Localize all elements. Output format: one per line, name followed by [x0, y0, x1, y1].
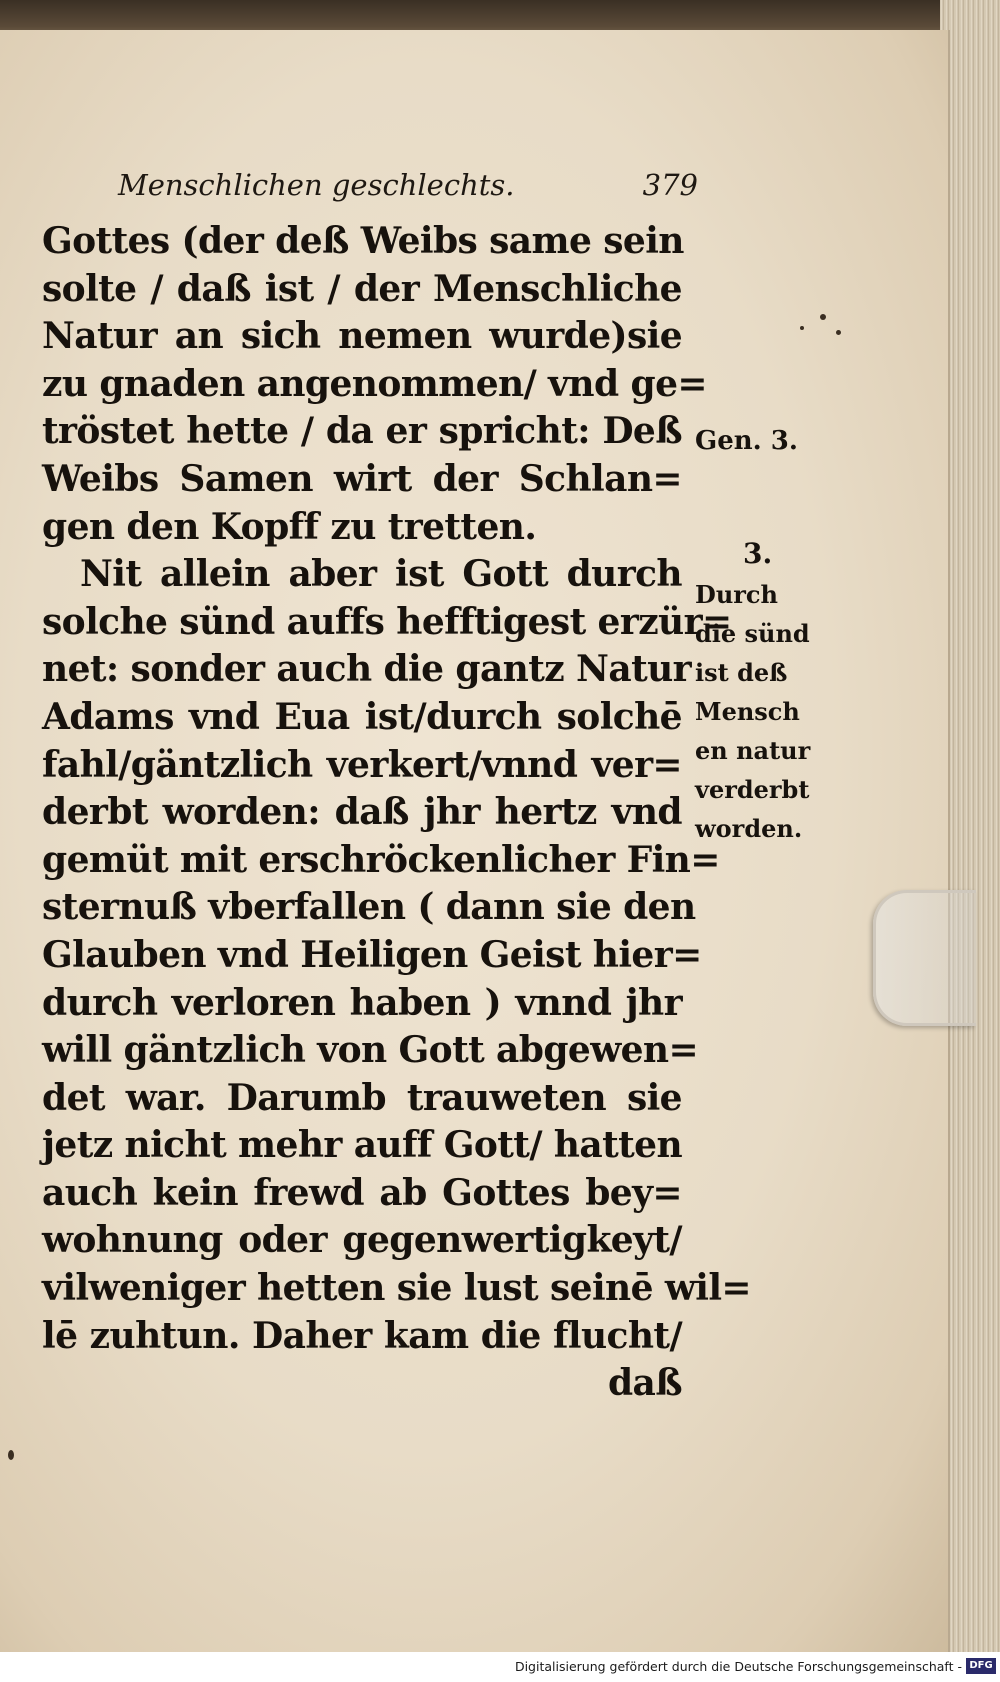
text-line: gemüt mit erschröckenlicher Fin= — [42, 838, 720, 881]
text-line: Gottes (der deß Weibs same sein — [42, 220, 684, 262]
book-page — [0, 30, 950, 1652]
text-line: durch verloren haben ) vnnd jhr — [42, 981, 682, 1024]
ink-speck — [8, 1450, 14, 1460]
text-line: zu gnaden angenommen/ vnd ge= — [42, 362, 707, 405]
margin-number: 3. — [743, 537, 773, 570]
ink-speck — [800, 326, 804, 330]
text-line: jetz nicht mehr auff Gott/ hatten — [42, 1124, 683, 1167]
gloss-line: Mensch — [695, 697, 800, 726]
gloss-line: worden. — [695, 814, 803, 843]
text-line: solche sünd auffs hefftigest erzür= — [42, 600, 732, 643]
text-line: fahl/gäntzlich verkert/vnnd ver= — [42, 743, 682, 786]
text-line: wohnung oder gegenwertigkeyt/ — [42, 1219, 682, 1262]
text-line: auch kein frewd ab Gottes bey= — [42, 1171, 682, 1214]
text-line: Weibs Samen wirt der Schlan= — [42, 457, 682, 500]
text-line: net: sonder auch die gantz Natur — [42, 648, 692, 691]
text-line: gen den Kopff zu tretten. — [42, 505, 537, 548]
text-line: Adams vnd Eua ist/durch solchē — [42, 695, 682, 738]
margin-reference: Gen. 3. — [695, 426, 798, 456]
text-line: will gäntzlich von Gott abgewen= — [42, 1029, 699, 1072]
gloss-line: die sünd — [695, 619, 810, 648]
catchword: daß — [607, 1362, 682, 1405]
ink-speck — [820, 314, 826, 320]
margin-gloss — [695, 575, 810, 848]
page-clip — [873, 890, 976, 1026]
dfg-logo: DFG — [966, 1658, 996, 1674]
running-title: Menschlichen geschlechts. — [118, 168, 515, 202]
text-line: derbt worden: daß jhr hertz vnd — [42, 791, 682, 834]
text-line: lē zuhtun. Daher kam die flucht/ — [42, 1314, 682, 1357]
text-line: tröstet hette / da er spricht: Deß — [42, 410, 682, 453]
text-line: Glauben vnd Heiligen Geist hier= — [42, 933, 702, 976]
gloss-line: en natur — [695, 736, 811, 765]
gloss-line: ist deß — [695, 658, 788, 687]
ink-speck — [836, 330, 841, 335]
footer-bar — [0, 1652, 1000, 1682]
text-line: Natur an sich nemen wurde)sie — [42, 315, 682, 358]
text-line: vilweniger hetten sie lust seinē wil= — [42, 1267, 751, 1310]
text-line: solte / daß ist / der Menschliche — [42, 267, 682, 310]
text-line: det war. Darumb trauweten sie — [42, 1076, 682, 1119]
gloss-line: Durch — [695, 580, 778, 609]
page-header — [118, 168, 698, 208]
gloss-line: verderbt — [695, 775, 810, 804]
text-line: sternuß vberfallen ( dann sie den — [42, 886, 696, 929]
text-line: Nit allein aber ist Gott durch — [80, 553, 682, 596]
digitization-credit: Digitalisierung gefördert durch die Deutsche Forschungsgemeinschaft - — [514, 1659, 962, 1674]
page-number: 379 — [642, 168, 698, 202]
